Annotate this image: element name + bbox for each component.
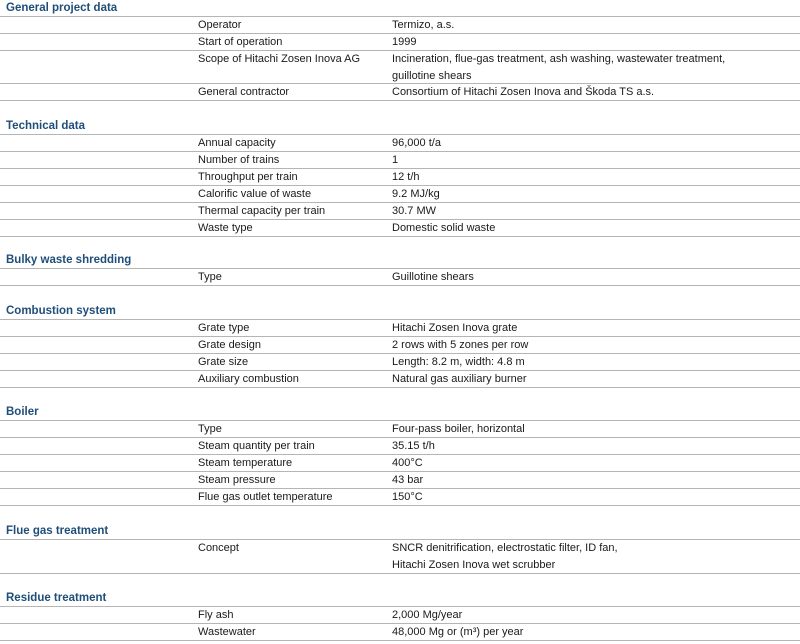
row-value: 48,000 Mg or (m³) per year [392, 626, 524, 638]
row-value: 1 [392, 154, 399, 166]
section-heading: General project data [6, 2, 118, 14]
section-table [0, 134, 800, 237]
row-label: Steam pressure [198, 474, 276, 486]
row-label: General contractor [198, 86, 290, 98]
table-row [0, 337, 800, 354]
section-table [0, 16, 800, 101]
row-value: Natural gas auxiliary burner [392, 373, 527, 385]
row-value: Consortium of Hitachi Zosen Inova and Škoda TS a.s. [392, 86, 655, 98]
table-row [0, 169, 800, 186]
table-row [0, 624, 800, 641]
table-row [0, 489, 800, 506]
table-row [0, 607, 800, 624]
table-row [0, 186, 800, 203]
row-label: Type [198, 271, 222, 283]
row-value: Four-pass boiler, horizontal [392, 423, 525, 435]
row-value: 35.15 t/h [392, 440, 435, 452]
row-value: 2 rows with 5 zones per row [392, 339, 529, 351]
table-row [0, 455, 800, 472]
row-value: 9.2 MJ/kg [392, 188, 440, 200]
row-label: Auxiliary combustion [198, 373, 299, 385]
row-label: Grate design [198, 339, 261, 351]
row-value: 150°C [392, 491, 423, 503]
row-label: Grate size [198, 356, 249, 368]
row-label: Waste type [198, 222, 253, 234]
row-label: Wastewater [198, 626, 256, 638]
section-heading: Residue treatment [6, 592, 107, 604]
section-heading: Bulky waste shredding [6, 254, 132, 266]
table-row [0, 220, 800, 237]
row-label: Steam quantity per train [198, 440, 315, 452]
row-label: Fly ash [198, 609, 234, 621]
table-row [0, 269, 800, 286]
row-value: Domestic solid waste [392, 222, 496, 234]
row-label: Throughput per train [198, 171, 298, 183]
row-label: Annual capacity [198, 137, 276, 149]
section-heading: Flue gas treatment [6, 525, 109, 537]
section-table [0, 606, 800, 641]
table-row [0, 438, 800, 455]
row-label: Type [198, 423, 222, 435]
row-label: Scope of Hitachi Zosen Inova AG [198, 53, 361, 65]
row-value: Guillotine shears [392, 271, 474, 283]
row-label: Steam temperature [198, 457, 293, 469]
row-value: 2,000 Mg/year [392, 609, 463, 621]
section-table [0, 420, 800, 506]
table-row [0, 17, 800, 34]
row-value: 96,000 t/a [392, 137, 441, 149]
row-value: Length: 8.2 m, width: 4.8 m [392, 356, 525, 368]
table-row [0, 34, 800, 51]
row-label: Concept [198, 542, 239, 554]
row-label: Grate type [198, 322, 250, 334]
row-value: Termizo, a.s. [392, 19, 455, 31]
table-row [0, 152, 800, 169]
section-table [0, 319, 800, 388]
table-row [0, 84, 800, 101]
section-table [0, 539, 800, 574]
row-label: Flue gas outlet temperature [198, 491, 333, 503]
table-row [0, 472, 800, 489]
row-value: SNCR denitrification, electrostatic filter, ID fan, Hitachi Zosen Inova wet scrubber [392, 542, 618, 571]
table-row [0, 203, 800, 220]
table-row [0, 421, 800, 438]
row-value: 12 t/h [392, 171, 420, 183]
row-value: Hitachi Zosen Inova grate [392, 322, 518, 334]
row-value: 30.7 MW [392, 205, 437, 217]
table-row [0, 540, 800, 574]
section-heading: Technical data [6, 120, 86, 132]
row-label: Start of operation [198, 36, 283, 48]
row-value: 43 bar [392, 474, 424, 486]
row-label: Operator [198, 19, 242, 31]
row-label: Calorific value of waste [198, 188, 312, 200]
row-label: Thermal capacity per train [198, 205, 326, 217]
section-heading: Boiler [6, 406, 39, 418]
table-row [0, 51, 800, 84]
table-row [0, 371, 800, 388]
row-value: Incineration, flue-gas treatment, ash washing, wastewater treatment, guillotine shears [392, 53, 726, 82]
table-row [0, 135, 800, 152]
section-table [0, 268, 800, 286]
table-row [0, 354, 800, 371]
section-heading: Combustion system [6, 305, 116, 317]
row-value: 1999 [392, 36, 417, 48]
table-row [0, 320, 800, 337]
row-label: Number of trains [198, 154, 280, 166]
row-value: 400°C [392, 457, 423, 469]
